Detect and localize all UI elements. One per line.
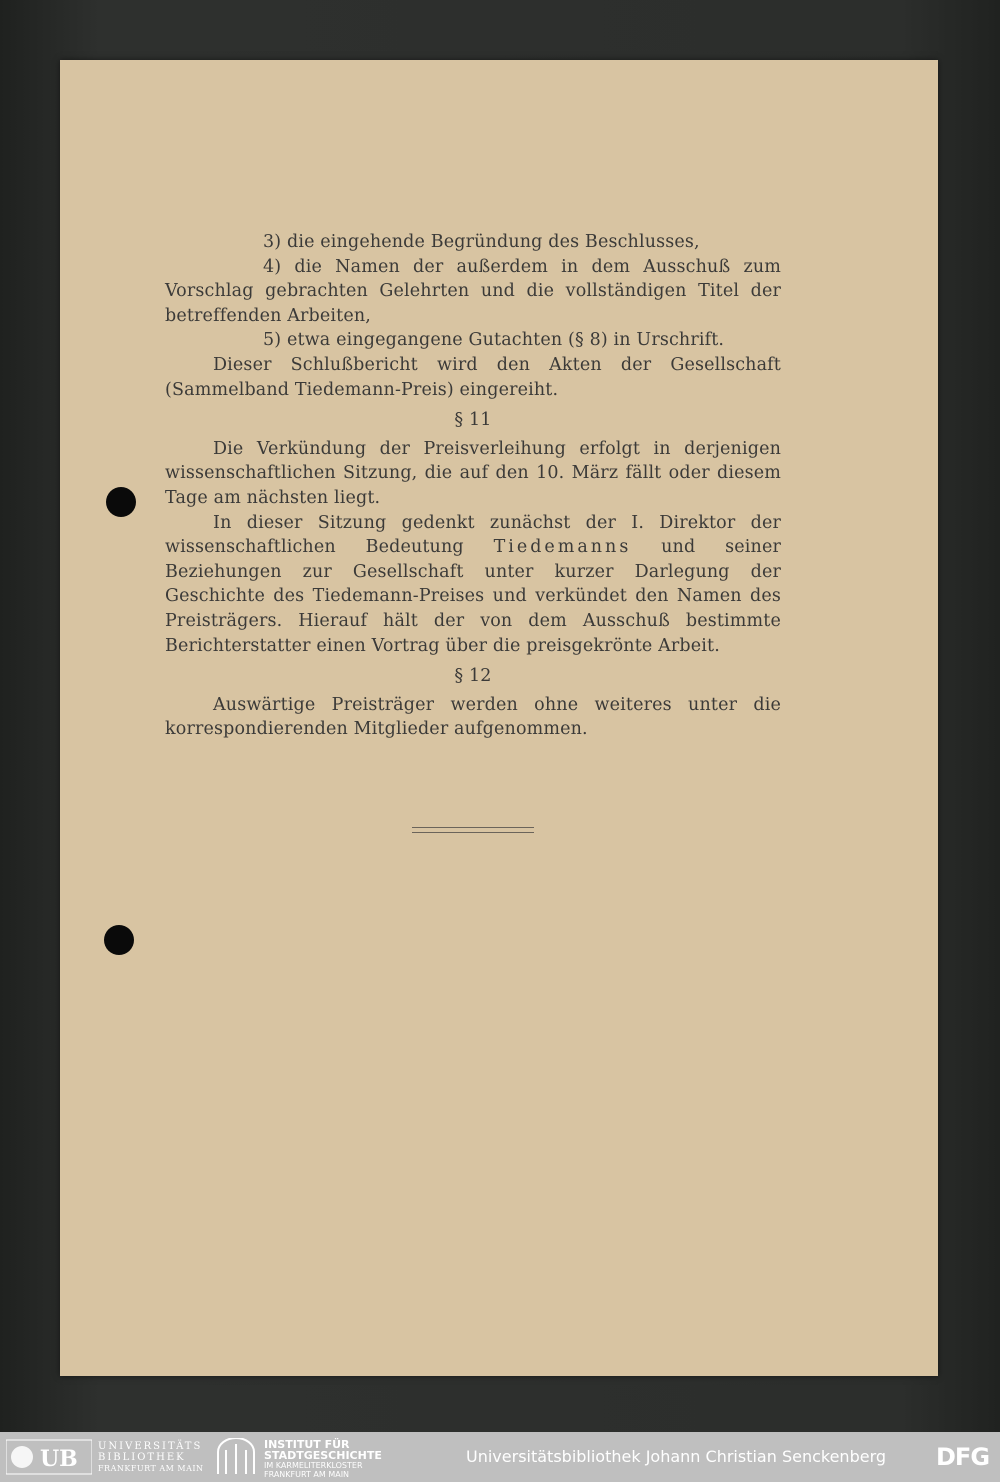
paragraph-12: Auswärtige Preisträger werden ohne weiteres unter die korrespondierenden Mitglieder aufgenommen. [165, 694, 781, 740]
isg-line-2: STADTGESCHICHTE [264, 1449, 382, 1462]
paragraph-11b-post: und seiner Beziehungen zur Gesellschaft unter kurzer Darlegung der Geschichte des Tiedemann-Preises und verkündet den Namen des Preisträgers. Hierauf hält der von dem Ausschuß bestimmte Berichterstatter einen Vortrag über die preisgekrönte Arbeit. [165, 537, 781, 656]
isg-line-4: FRANKFURT AM MAIN [264, 1470, 350, 1479]
list-item-3: 3) die eingehende Begründung des Beschlusses, [263, 232, 700, 252]
svg-text:UB: UB [40, 1446, 78, 1472]
library-name: Universitätsbibliothek Johann Christian Senckenberg [466, 1447, 887, 1466]
isg-line-3: IM KARMELITERKLOSTER [264, 1461, 363, 1470]
paragraph-11b-pre: In dieser Sitzung gedenkt zunächst der I. Direktor der wissenschaftlichen Bedeutung [165, 512, 781, 558]
paragraph-schlussbericht: Dieser Schlußbericht wird den Akten der Gesellschaft (Sammelband Tiedemann-Preis) eingereiht. [165, 354, 781, 400]
ub-logo-icon [6, 1438, 92, 1476]
isg-logo-icon [214, 1438, 258, 1476]
closing-double-rule [412, 827, 534, 833]
ub-wordmark [98, 1441, 204, 1474]
isg-wordmark [264, 1439, 382, 1479]
ub-line-2: BIBLIOTHEK [98, 1452, 186, 1463]
list-item-5: 5) etwa eingegangene Gutachten (§ 8) in Urschrift. [263, 330, 725, 351]
ub-line-3: FRANKFURT AM MAIN [98, 1464, 204, 1473]
dfg-logo: DFG [936, 1443, 990, 1471]
document-text [165, 230, 781, 742]
section-heading-12: § 12 [454, 666, 492, 687]
isg-line-1: INSTITUT FÜR [264, 1438, 350, 1451]
ub-line-1: UNIVERSITÄTS [98, 1441, 203, 1452]
paragraph-11b-name: Tiedemanns [493, 537, 632, 558]
punch-hole-lower [104, 925, 134, 955]
punch-hole-upper [106, 487, 136, 517]
paragraph-11b [165, 511, 781, 659]
footer-bar [0, 1432, 1000, 1482]
paragraph-11a: Die Verkündung der Preisverleihung erfolgt in derjenigen wissenschaftlichen Sitzung, die auf den 10. März fällt oder diesem Tage am nächsten liegt. [165, 438, 781, 508]
section-heading-11: § 11 [454, 410, 492, 431]
list-item-4: 4) die Namen der außerdem in dem Ausschuß zum Vorschlag gebrachten Gelehrten und die vollständigen Titel der betreffenden Arbeiten, [165, 256, 781, 326]
